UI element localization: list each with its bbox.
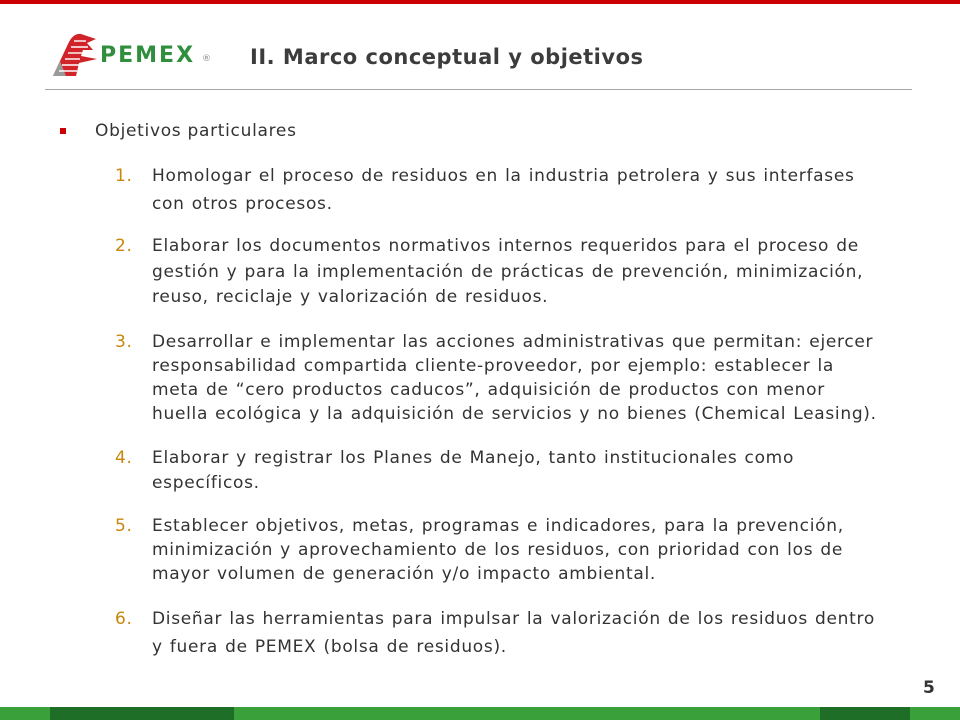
objective-text-line: Desarrollar e implementar las acciones administrativas que permitan: ejercer bbox=[152, 332, 874, 352]
objective-text-line: Elaborar y registrar los Planes de Manejo, tanto institucionales como bbox=[152, 448, 795, 468]
footer-bar-segment bbox=[50, 707, 234, 720]
footer-bar-segment bbox=[820, 707, 910, 720]
objective-text bbox=[152, 446, 794, 496]
objective-text-line: Homologar el proceso de residuos en la industria petrolera y sus interfases bbox=[152, 166, 855, 186]
objective-text bbox=[152, 234, 863, 311]
objective-text bbox=[152, 330, 877, 426]
objective-text-line: reuso, reciclaje y valorización de residuos. bbox=[152, 287, 549, 307]
objective-text-line: meta de “cero productos caducos”, adquisición de productos con menor bbox=[152, 380, 825, 400]
top-accent-bar bbox=[0, 0, 960, 4]
objective-text-line: huella ecológica y la adquisición de servicios y no bienes (Chemical Leasing). bbox=[152, 404, 877, 424]
objective-text bbox=[152, 605, 875, 661]
objective-text-line: mayor volumen de generación y/o impacto ambiental. bbox=[152, 564, 657, 584]
objective-text bbox=[152, 514, 844, 586]
objective-text-line: minimización y aprovechamiento de los residuos, con prioridad con los de bbox=[152, 540, 844, 560]
objective-number: 1. bbox=[115, 166, 133, 186]
objective-text-line: Diseñar las herramientas para impulsar la valorización de los residuos dentro bbox=[152, 609, 875, 629]
page-number: 5 bbox=[923, 678, 935, 698]
objective-number: 3. bbox=[115, 332, 133, 352]
pemex-wordmark: PEMEX bbox=[100, 43, 196, 68]
footer-bar bbox=[0, 707, 960, 720]
registered-trademark-symbol: ® bbox=[202, 54, 211, 64]
pemex-eagle-icon bbox=[50, 30, 102, 78]
header-divider bbox=[45, 89, 912, 90]
objective-text-line: con otros procesos. bbox=[152, 194, 333, 214]
pemex-logo bbox=[50, 28, 220, 80]
objective-number: 5. bbox=[115, 516, 133, 536]
objective-text-line: Elaborar los documentos normativos internos requeridos para el proceso de bbox=[152, 236, 859, 256]
section-heading: Objetivos particulares bbox=[95, 121, 297, 141]
slide-title: II. Marco conceptual y objetivos bbox=[250, 45, 644, 69]
objective-text-line: y fuera de PEMEX (bolsa de residuos). bbox=[152, 637, 507, 657]
objective-text-line: Establecer objetivos, metas, programas e indicadores, para la prevención, bbox=[152, 516, 844, 536]
objective-text-line: responsabilidad compartida cliente-proveedor, por ejemplo: establecer la bbox=[152, 356, 835, 376]
square-bullet-icon bbox=[60, 128, 66, 134]
objective-text bbox=[152, 162, 855, 218]
objective-text-line: gestión y para la implementación de prácticas de prevención, minimización, bbox=[152, 261, 864, 282]
objective-number: 2. bbox=[115, 236, 133, 256]
objective-number: 6. bbox=[115, 609, 133, 629]
objective-number: 4. bbox=[115, 448, 133, 468]
objective-text-line: específicos. bbox=[152, 473, 260, 493]
